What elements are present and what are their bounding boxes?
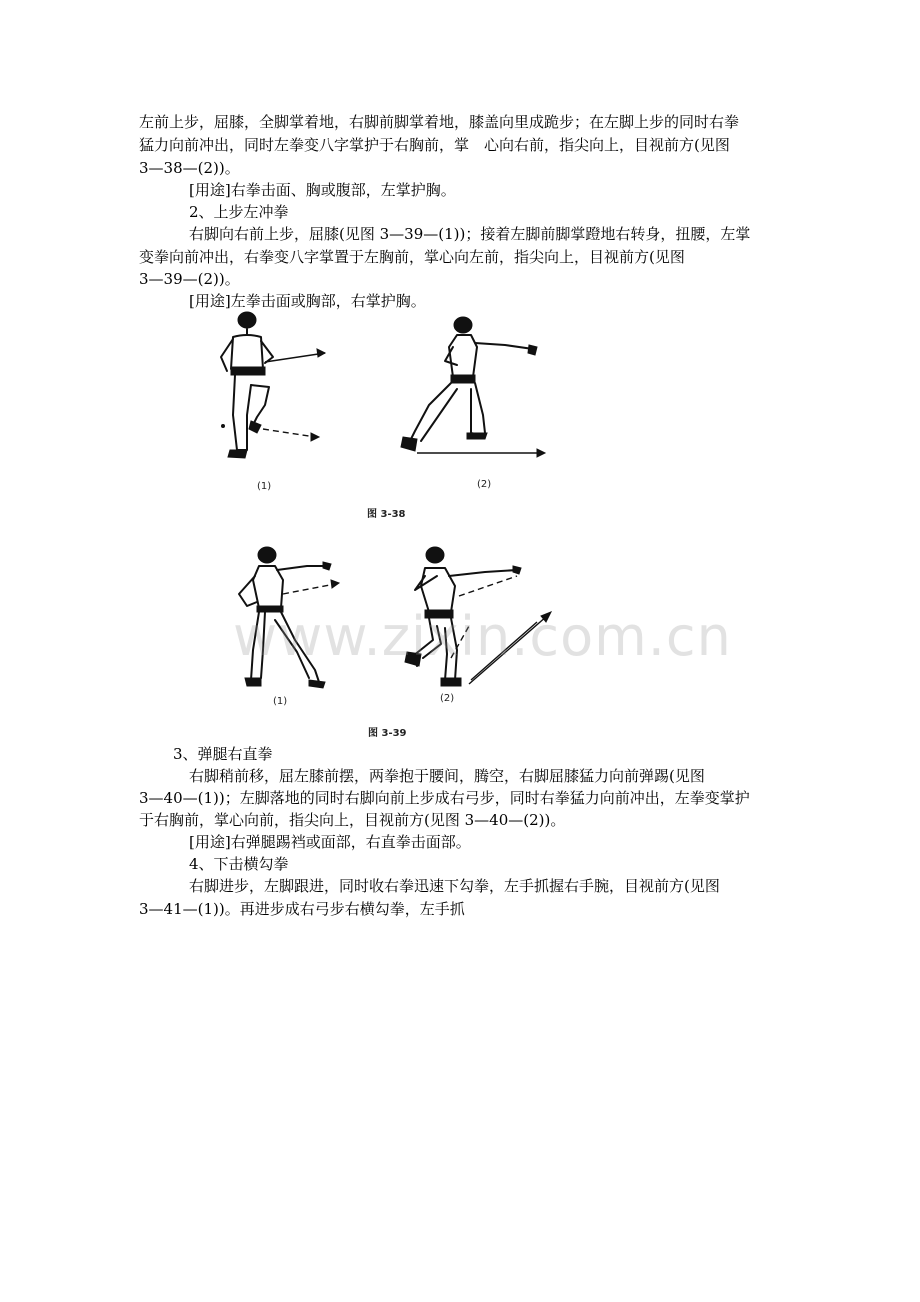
paragraph-line: 3—39—(2))。 bbox=[139, 270, 240, 288]
paragraph-line: 3—40—(1))；左脚落地的同时右脚向前上步成右弓步，同时右拳猛力向前冲出，左拳变掌护 bbox=[139, 789, 750, 807]
figure-3-39-label-2: (2) bbox=[440, 693, 455, 704]
usage-line: [用途]右拳击面、胸或腹部，左掌护胸。 bbox=[189, 181, 456, 199]
section-heading: 2、上步左冲拳 bbox=[189, 203, 289, 221]
figure-3-38-caption: 图 3-38 bbox=[367, 509, 406, 520]
figure-3-38-label-2: (2) bbox=[477, 479, 492, 490]
paragraph-line: 右脚进步，左脚跟进，同时收右拳迅速下勾拳，左手抓握右手腕，目视前方(见图 bbox=[189, 877, 720, 895]
paragraph-line: 3—41—(1))。再进步成右弓步右横勾拳，左手抓 bbox=[139, 900, 465, 918]
paragraph-line: 猛力向前冲出，同时左拳变八字掌护于右胸前，掌 心向右前，指尖向上，目视前方(见图 bbox=[139, 136, 730, 154]
paragraph-line: 右脚向右前上步，屈膝(见图 3—39—(1))；接着左脚前脚掌蹬地右转身，扭腰，左掌 bbox=[189, 225, 751, 243]
figure-3-38-label-1: (1) bbox=[257, 481, 272, 492]
figure-3-39-caption: 图 3-39 bbox=[368, 728, 407, 739]
paragraph-line: 3—38—(2))。 bbox=[139, 159, 240, 177]
section-heading: 4、下击横勾拳 bbox=[189, 855, 289, 873]
figure-3-38-pose-1 bbox=[221, 312, 325, 458]
usage-line: [用途]左拳击面或胸部，右掌护胸。 bbox=[189, 292, 426, 310]
figure-3-38-pose-2 bbox=[401, 317, 545, 457]
paragraph-line: 变拳向前冲出，右拳变八字掌置于左胸前，掌心向左前，指尖向上，目视前方(见图 bbox=[139, 248, 685, 266]
section-heading: 3、弹腿右直拳 bbox=[173, 745, 273, 763]
paragraph-line: 左前上步，屈膝，全脚掌着地，右脚前脚掌着地，膝盖向里成跪步；在左脚上步的同时右拳 bbox=[139, 113, 740, 131]
figure-3-38-illustration bbox=[195, 305, 585, 530]
figure-3-38 bbox=[195, 305, 585, 530]
usage-line: [用途]右弹腿踢裆或面部，右直拳击面部。 bbox=[189, 833, 471, 851]
figure-3-39-label-1: (1) bbox=[273, 696, 288, 707]
paragraph-line: 于右胸前，掌心向前，指尖向上，目视前方(见图 3—40—(2))。 bbox=[139, 811, 566, 829]
paragraph-line: 右脚稍前移，屈左膝前摆，两拳抱于腰间，腾空，右脚屈膝猛力向前弹踢(见图 bbox=[189, 767, 705, 785]
watermark: www.zixin.com.cn bbox=[233, 605, 732, 668]
